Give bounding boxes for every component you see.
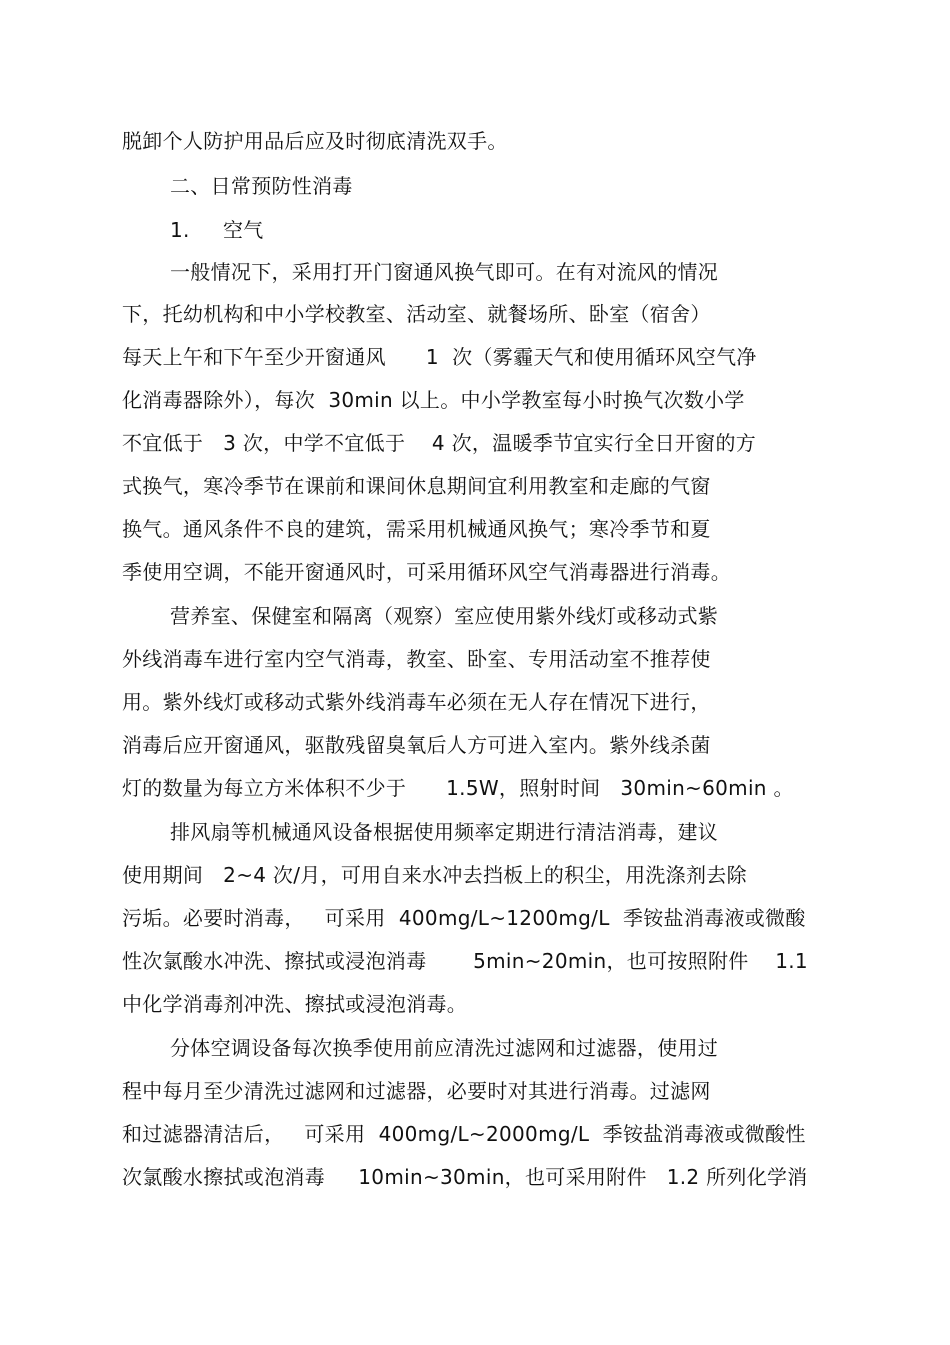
text-line: 次氯酸水擦拭或泡消毒 10min~30min，也可采用附件 1.2 所列化学消	[122, 1165, 808, 1189]
text-line: 污垢。必要时消毒， 可采用 400mg/L~1200mg/L 季铵盐消毒液或微酸	[122, 906, 806, 930]
text-line: 一般情况下，采用打开门窗通风换气即可。在有对流风的情况	[170, 260, 719, 284]
text-line: 换气。通风条件不良的建筑，需采用机械通风换气；寒冷季节和夏	[122, 517, 711, 541]
text-line: 式换气，寒冷季节在课前和课间休息期间宜利用教室和走廊的气窗	[122, 474, 711, 498]
text-line: 不宜低于 3 次，中学不宜低于 4 次，温暖季节宜实行全日开窗的方	[122, 431, 757, 455]
subsection-heading: 1. 空气	[170, 218, 264, 242]
text-line: 分体空调设备每次换季使用前应清洗过滤网和过滤器，使用过	[170, 1036, 719, 1060]
text-line: 灯的数量为每立方米体积不少于 1.5W，照射时间 30min~60min 。	[122, 776, 794, 800]
text-line: 中化学消毒剂冲洗、擦拭或浸泡消毒。	[122, 992, 468, 1016]
text-line: 和过滤器清洁后， 可采用 400mg/L~2000mg/L 季铵盐消毒液或微酸性	[122, 1122, 806, 1146]
text-line: 性次氯酸水冲洗、擦拭或浸泡消毒 5min~20min，也可按照附件 1.1	[122, 949, 808, 973]
text-line: 排风扇等机械通风设备根据使用频率定期进行清洁消毒，建议	[170, 820, 719, 844]
section-heading: 二、日常预防性消毒	[170, 174, 353, 198]
text-line: 使用期间 2~4 次/月，可用自来水冲去挡板上的积尘，用洗涤剂去除	[122, 863, 747, 887]
text-line: 外线消毒车进行室内空气消毒，教室、卧室、专用活动室不推荐使	[122, 647, 711, 671]
text-line: 程中每月至少清洗过滤网和过滤器，必要时对其进行消毒。过滤网	[122, 1079, 711, 1103]
text-line: 化消毒器除外），每次 30min 以上。中小学教室每小时换气次数小学	[122, 388, 745, 412]
text-line: 季使用空调，不能开窗通风时，可采用循环风空气消毒器进行消毒。	[122, 560, 731, 584]
text-line: 每天上午和下午至少开窗通风 1 次（雾霾天气和使用循环风空气净	[122, 345, 757, 369]
text-line: 脱卸个人防护用品后应及时彻底清洗双手。	[122, 129, 508, 153]
text-line: 营养室、保健室和隔离（观察）室应使用紫外线灯或移动式紫	[170, 604, 719, 628]
text-line: 用。紫外线灯或移动式紫外线消毒车必须在无人存在情况下进行，	[122, 690, 711, 714]
text-line: 消毒后应开窗通风，驱散残留臭氧后人方可进入室内。紫外线杀菌	[122, 733, 711, 757]
text-line: 下，托幼机构和中小学校教室、活动室、就餐场所、卧室（宿舍）	[122, 302, 711, 326]
